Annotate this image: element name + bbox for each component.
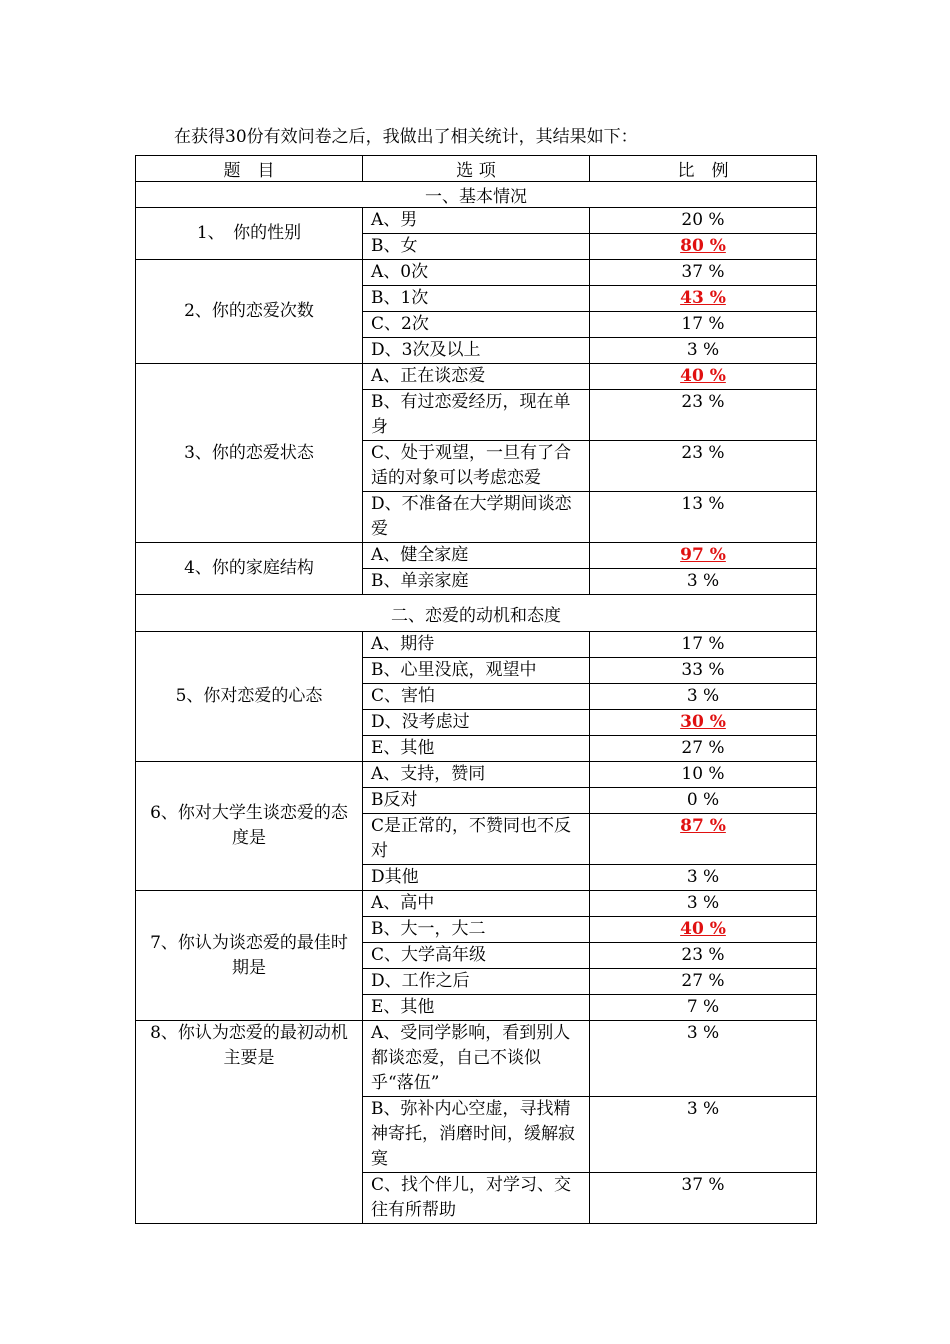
ratio-cell-highlight: 40 % [590,917,817,943]
ratio-cell-highlight: 43 % [590,286,817,312]
option-cell: E、其他 [363,736,590,762]
ratio-cell: 3 % [590,1097,817,1173]
option-cell: A、高中 [363,891,590,917]
option-cell: E、其他 [363,995,590,1021]
option-cell: D、没考虑过 [363,710,590,736]
option-cell: C、大学高年级 [363,943,590,969]
ratio-cell-highlight: 97 % [590,543,817,569]
table-row [136,364,817,390]
header-ratio: 比 例 [590,156,817,182]
ratio-cell: 3 % [590,684,817,710]
option-cell: D、工作之后 [363,969,590,995]
ratio-cell: 20 % [590,208,817,234]
question-cell: 4、你的家庭结构 [136,543,363,595]
ratio-cell: 7 % [590,995,817,1021]
option-cell: D其他 [363,865,590,891]
table-row [136,632,817,658]
question-cell: 3、你的恋爱状态 [136,364,363,543]
ratio-cell: 3 % [590,569,817,595]
ratio-cell-highlight: 80 % [590,234,817,260]
option-cell: D、不准备在大学期间谈恋爱 [363,492,590,543]
ratio-cell: 23 % [590,441,817,492]
option-cell: A、男 [363,208,590,234]
section-title: 二、恋爱的动机和态度 [136,595,817,632]
intro-text: 在获得30份有效问卷之后，我做出了相关统计，其结果如下： [174,127,638,147]
option-cell: B、1次 [363,286,590,312]
option-cell: A、正在谈恋爱 [363,364,590,390]
table-row [136,762,817,788]
ratio-cell: 37 % [590,260,817,286]
ratio-cell-highlight: 30 % [590,710,817,736]
ratio-cell-highlight: 40 % [590,364,817,390]
ratio-cell: 33 % [590,658,817,684]
ratio-cell: 17 % [590,312,817,338]
ratio-cell: 17 % [590,632,817,658]
table-row [136,1021,817,1097]
ratio-cell: 27 % [590,969,817,995]
ratio-cell: 23 % [590,390,817,441]
ratio-cell: 3 % [590,1021,817,1097]
option-cell: B、女 [363,234,590,260]
question-cell: 5、你对恋爱的心态 [136,632,363,762]
option-cell: A、健全家庭 [363,543,590,569]
question-cell: 1、 你的性别 [136,208,363,260]
header-question: 题 目 [136,156,363,182]
question-cell: 2、你的恋爱次数 [136,260,363,364]
option-cell: B、心里没底，观望中 [363,658,590,684]
section-row [136,182,817,208]
ratio-cell: 23 % [590,943,817,969]
table-row [136,543,817,569]
option-cell: C是正常的，不赞同也不反对 [363,814,590,865]
question-cell: 7、你认为谈恋爱的最佳时期是 [136,891,363,1021]
option-cell: D、3次及以上 [363,338,590,364]
header-row [136,156,817,182]
survey-results-table [135,155,817,1224]
ratio-cell: 37 % [590,1173,817,1224]
section-title: 一、基本情况 [136,182,817,208]
ratio-cell: 27 % [590,736,817,762]
ratio-cell-highlight: 87 % [590,814,817,865]
option-cell: B反对 [363,788,590,814]
option-cell: C、找个伴儿，对学习、交往有所帮助 [363,1173,590,1224]
option-cell: B、单亲家庭 [363,569,590,595]
ratio-cell: 3 % [590,865,817,891]
option-cell: B、大一，大二 [363,917,590,943]
ratio-cell: 3 % [590,338,817,364]
option-cell: A、支持，赞同 [363,762,590,788]
option-cell: C、2次 [363,312,590,338]
table-row [136,891,817,917]
ratio-cell: 3 % [590,891,817,917]
option-cell: A、受同学影响，看到别人都谈恋爱，自己不谈似乎“落伍” [363,1021,590,1097]
ratio-cell: 0 % [590,788,817,814]
ratio-cell: 13 % [590,492,817,543]
table-row [136,208,817,234]
ratio-cell: 10 % [590,762,817,788]
question-cell: 8、你认为恋爱的最初动机主要是 [136,1021,363,1224]
option-cell: C、害怕 [363,684,590,710]
option-cell: A、期待 [363,632,590,658]
option-cell: B、弥补内心空虚，寻找精神寄托，消磨时间，缓解寂寞 [363,1097,590,1173]
option-cell: B、有过恋爱经历，现在单身 [363,390,590,441]
option-cell: A、0次 [363,260,590,286]
section-row [136,595,817,632]
question-cell: 6、你对大学生谈恋爱的态度是 [136,762,363,891]
option-cell: C、处于观望，一旦有了合适的对象可以考虑恋爱 [363,441,590,492]
table-row [136,260,817,286]
header-option: 选 项 [363,156,590,182]
